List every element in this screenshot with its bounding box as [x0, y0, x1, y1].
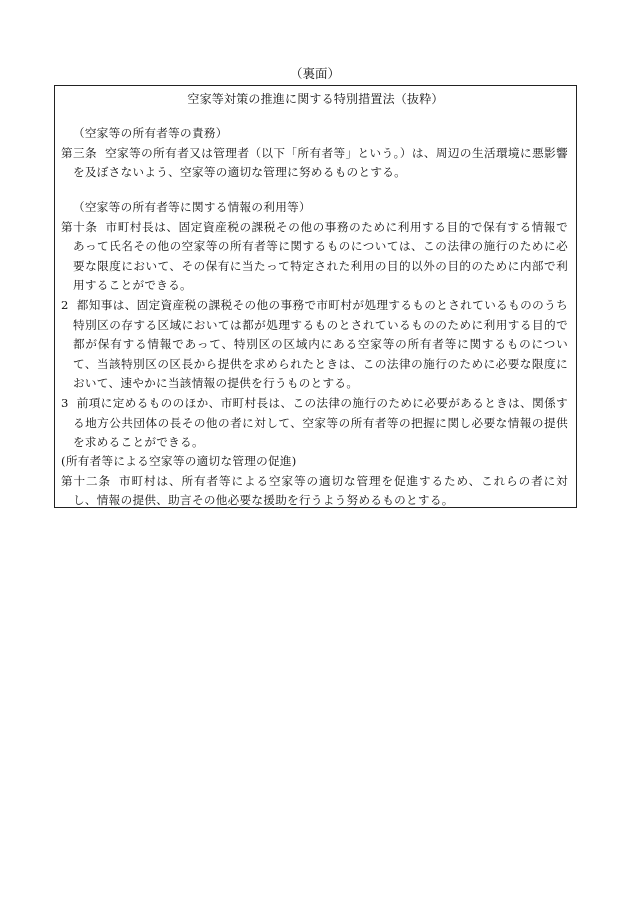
section-caption: （空家等の所有者等に関する情報の利用等） — [73, 200, 311, 214]
law-excerpt-box — [54, 85, 577, 508]
section-owner-duties — [61, 124, 568, 183]
article-text: 市町村は、所有者等による空家等の適切な管理を促進するため、これらの者に対し、情報の提供、助言その他必要な援助を行うよう努めるものとする。 — [73, 473, 569, 508]
article-10 — [61, 218, 568, 296]
section-caption: (所有者等による空家等の適切な管理の促進) — [61, 454, 297, 468]
paragraph-text: 都知事は、固定資産税の課税その他の事務で市町村が処理するものとされているもののうち特別区の存する区域においては都が処理するものとされているもののために利用する目的で都が保有する情報であって、特別区の区域内にある空家等の所有者等に関するものについて、当該特別区の区長から提供を求められたときは、この法律の施行のために必要な限度において、速やかに当該情報の提供を行うものとする。 — [73, 297, 568, 391]
article-number: 第三条 — [61, 145, 98, 160]
article-text: 市町村長は、固定資産税の課税その他の事務のために利用する目的で保有する情報であって氏名その他の空家等の所有者等に関するものについては、この法律の施行のために必要な限度において、その保有に当たって特定された利用の目的以外の目的のために内部で利用することができる。 — [73, 219, 569, 293]
page-side-label: （裏面） — [289, 66, 340, 81]
document-title: 空家等対策の推進に関する特別措置法（抜粋） — [187, 92, 444, 106]
section-management-promotion — [61, 452, 568, 511]
article-number: 第十条 — [61, 219, 98, 234]
article-number: 第十二条 — [61, 473, 112, 488]
paragraph-number: 2 — [61, 297, 69, 312]
article-12 — [61, 472, 568, 511]
paragraph-number: 3 — [61, 395, 69, 410]
article-3 — [61, 144, 568, 183]
section-owner-information — [61, 198, 568, 453]
article-10-paragraph-3 — [61, 394, 568, 453]
section-caption: （空家等の所有者等の責務） — [73, 126, 228, 140]
article-10-paragraph-2 — [61, 296, 568, 394]
article-text: 空家等の所有者又は管理者（以下「所有者等」という。）は、周辺の生活環境に悪影響を及ぼさないよう、空家等の適切な管理に努めるものとする。 — [73, 145, 569, 180]
paragraph-text: 前項に定めるもののほか、市町村長は、この法律の施行のために必要があるときは、関係する地方公共団体の長その他の者に対して、空家等の所有者等の把握に関し必要な情報の提供を求めることができる。 — [73, 395, 568, 450]
